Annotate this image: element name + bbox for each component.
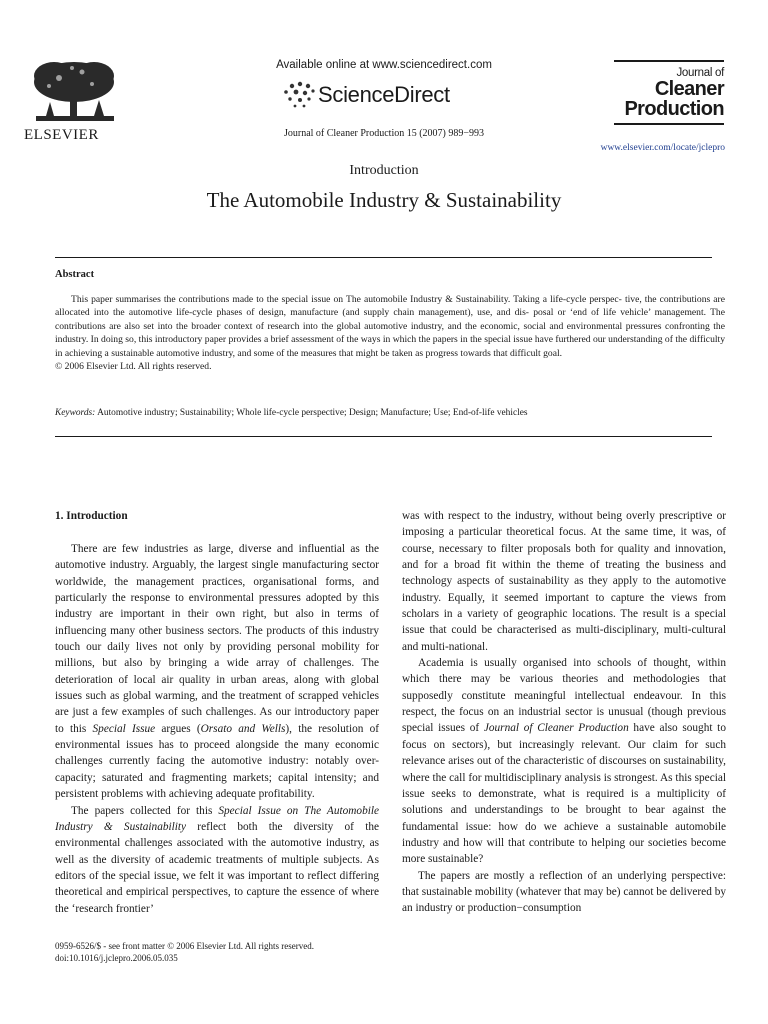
- available-online-text: Available online at www.sciencedirect.com: [276, 59, 492, 71]
- body-paragraph: [55, 803, 379, 917]
- text-run: have also sought to focus on sectors), but increasingly relevant. Our claim for such relevance arises out of the characteristic of discourses on sustainability, where the call for multidisciplinary analysis is strongest. As this special issue seeks to demonstrate, what is required is a multiplicity of solutions and understandings to be brought to bear against the fundamental issue: how do we achieve a sustainable automobile industry and how will that contribute to helping our societies become more sustainable?: [402, 722, 726, 866]
- journal-logo-rule-bottom: [614, 123, 724, 125]
- citation-reference[interactable]: Orsato and Wells: [200, 722, 286, 735]
- footer: [55, 940, 314, 964]
- sciencedirect-logo: [278, 80, 478, 110]
- abstract-line: industry, and some of the measures that might be taken as progress towards that difficult goal.: [201, 347, 563, 359]
- body-paragraph: The papers are mostly a reflection of an underlying perspective: that sustainable mobility (whatever that may be) cannot be delivered by an industry or production−consumption: [402, 869, 726, 915]
- abstract-line: and the economic, social and environmental pressures confronting the industry. In doing so, this introductory paper provides a brief assessment: [55, 320, 725, 346]
- publisher-name: ELSEVIER: [24, 127, 99, 143]
- divider-bottom: [55, 436, 712, 437]
- journal-citation: Journal of Cleaner Production 15 (2007) 989−993: [283, 128, 485, 139]
- body-paragraph: [402, 655, 726, 867]
- abstract-heading: Abstract: [55, 269, 95, 280]
- article-title: The Automobile Industry & Sustainability: [206, 188, 562, 212]
- journal-logo-line2: Cleaner: [654, 78, 724, 100]
- text-run: The papers collected for this: [71, 804, 219, 817]
- footer-issn: 0959-6526/$ - see front matter © 2006 Elsevier Ltd. All rights reserved.: [55, 941, 315, 951]
- body-paragraph: [55, 541, 379, 803]
- article-section-label: Introduction: [349, 163, 419, 178]
- abstract-body: [55, 293, 725, 373]
- journal-logo-rule-top: [614, 60, 724, 62]
- sciencedirect-dots-icon: [278, 80, 318, 110]
- text-run: ), the resolution of environmental issues has to proceed alongside the many economic challenges currently facing the automotive industry: notably over-capacity; saturated and fragmenting markets; capital intensity; and persistent problems with achieving adequate profitability.: [55, 722, 379, 801]
- abstract-paragraph: [55, 293, 725, 360]
- section-heading: 1. Introduction: [55, 510, 128, 522]
- footer-doi[interactable]: doi:10.1016/j.jclepro.2006.05.035: [55, 953, 178, 963]
- abstract-line: This paper summarises the contributions made to the special issue on The automobile Industry & Sustainability. Taking a life-cycle perspec-: [71, 294, 622, 305]
- divider-top: [55, 257, 712, 258]
- abstract-line: of the ways in which the papers in the special issue have furthered our understanding of the difficulty in achieving a sustainable automotive: [55, 334, 725, 359]
- italic-text: Special Issue on The Automobile Industry & Sustainability: [55, 804, 380, 833]
- journal-logo: [614, 60, 724, 125]
- abstract-line: tive, the contributions are allocated into the automotive life-cycle phases of design, manufacture (and supply chain management), use, and dis-: [55, 294, 726, 319]
- journal-url-link[interactable]: www.elsevier.com/locate/jclepro: [600, 143, 725, 153]
- text-run: Academia is usually organised into schools of thought, within which there may be various theories and methodologies that supposedly constitute meaningful intellectual endeavour. In this respect, the focus on an industrial sector is unusual (though previous special issues of: [402, 657, 726, 735]
- body-column-right: [402, 508, 726, 917]
- text-run: argues (: [155, 722, 201, 735]
- keywords: [55, 407, 712, 420]
- italic-text: Special Issue: [92, 722, 156, 735]
- body-paragraph: was with respect to the industry, without being overly prescriptive or imposing a particular theoretical focus. At the same time, it was, of course, necessary to filter proposals both for quality and innovation, and for a broad fit within the theme of treating the business and technology aspects of sustainability as they apply to the automotive industry. Equally, it seemed important to capture the views from scholars in a variety of geographic locations. The result is a special issue that could be characterised as multi-disciplinary, multi-cultural and multi-national.: [402, 510, 726, 653]
- text-run: reflect both the diversity of the environmental challenges associated with the automotive industry, as well as the diversity of academic treatments of multiple subjects. As editors of the special issue, we felt it was important to reflect differing theoretical and empirical perspectives, to capture the essence of where the ‘research frontier’: [55, 820, 379, 915]
- italic-text: Journal of Cleaner Production: [483, 722, 629, 735]
- keywords-label: Keywords:: [55, 408, 96, 418]
- sciencedirect-brand: ScienceDirect: [318, 82, 450, 107]
- body-column-left: [55, 508, 379, 917]
- abstract-copyright: © 2006 Elsevier Ltd. All rights reserved.: [55, 361, 212, 373]
- text-run: There are few industries as large, diverse and influential as the automotive industry. Arguably, the largest single manufacturing sector worldwide, the management practices, organisational forms, and particularly the response to environmental pressures adopted by this industry are important in their own right, but also in terms of influencing many other business sectors. The products of this industry touch our daily lives not only by providing personal mobility for millions, but also by bringing a wide array of challenges. The deterioration of local air quality in urban areas, along with global issues such as global warming, and the treatment of scrapped vehicles are just a few examples of such challenges. As our introductory paper to this: [55, 543, 379, 735]
- journal-logo-line3: Production: [624, 98, 724, 120]
- journal-logo-line1: Journal of: [676, 67, 724, 79]
- keywords-text: Automotive industry; Sustainability; Whole life-cycle perspective; Design; Manufacture; Use; End-of-life vehicles: [97, 408, 528, 418]
- abstract-line: posal or ‘end of life vehicle’ management. The contributions are also set into the broader context of research into the global automotive industry,: [55, 307, 725, 332]
